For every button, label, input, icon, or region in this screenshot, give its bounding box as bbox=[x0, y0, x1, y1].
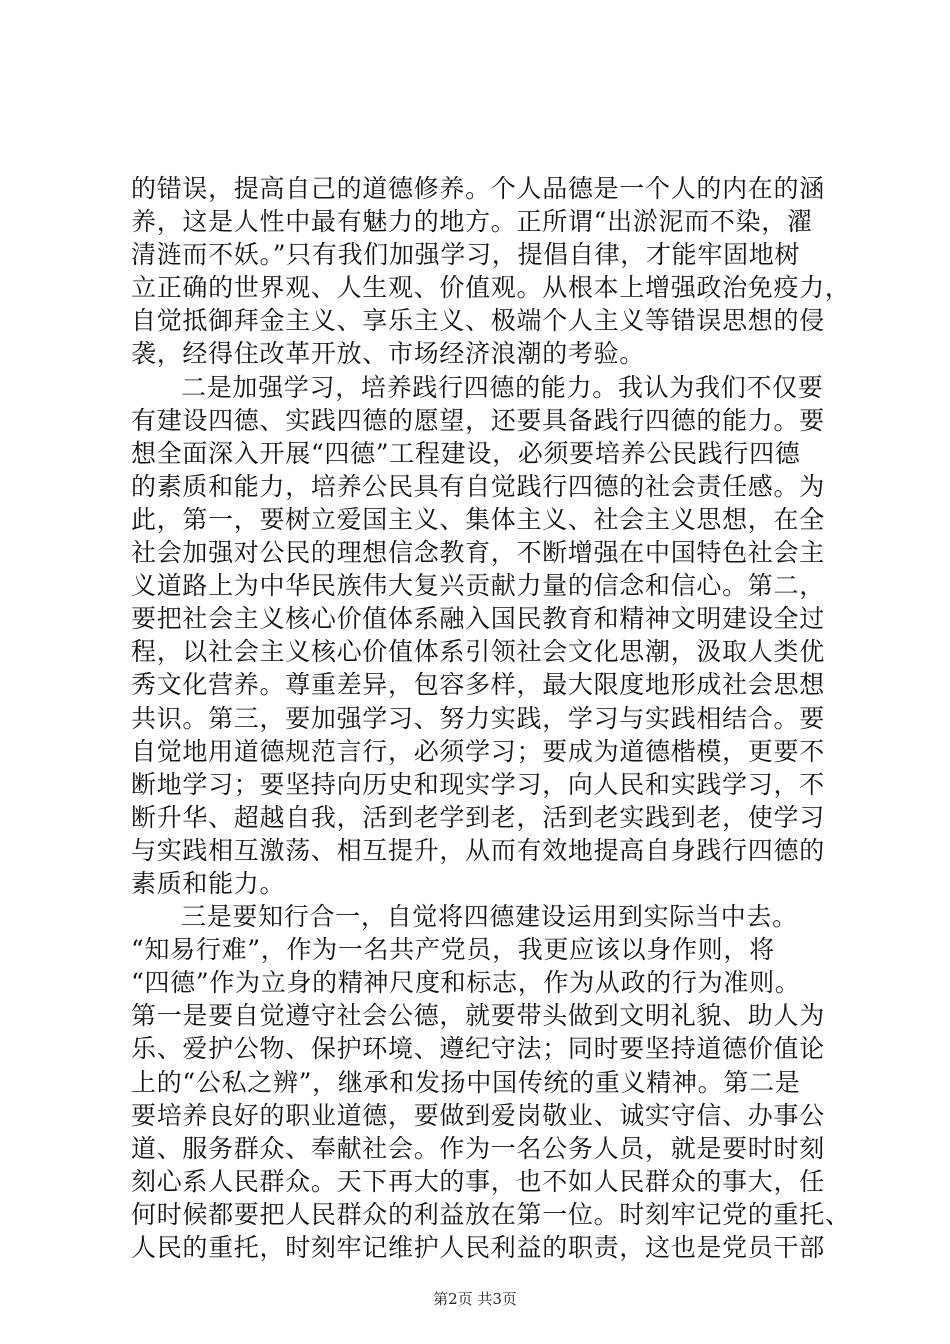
text-line: 自觉抵御拜金主义、享乐主义、极端个人主义等错误思想的侵 bbox=[131, 306, 825, 336]
body-text bbox=[131, 172, 851, 1264]
text-line: 义道路上为中华民族伟大复兴贡献力量的信念和信心。第二， bbox=[131, 571, 825, 601]
text-line: 秀文化营养。尊重差异，包容多样，最大限度地形成社会思想 bbox=[131, 670, 825, 700]
text-line: 上的“公私之辨”，继承和发扬中国传统的重义精神。第二是 bbox=[131, 1067, 801, 1097]
text-line: 有建设四德、实践四德的愿望，还要具备践行四德的能力。要 bbox=[131, 405, 825, 435]
text-line: 想全面深入开展“四德”工程建设，必须要培养公民践行四德 bbox=[131, 438, 801, 468]
text-line: 乐、爱护公物、保护环境、遵纪守法；同时要坚持道德价值论 bbox=[131, 1034, 825, 1064]
text-line: 断升华、超越自我，活到老学到老，活到老实践到老，使学习 bbox=[131, 802, 825, 832]
text-line: 要培养良好的职业道德，要做到爱岗敬业、诚实守信、办事公 bbox=[131, 1100, 825, 1130]
text-line: 断地学习；要坚持向历史和现实学习，向人民和实践学习，不 bbox=[131, 769, 825, 799]
text-line: 素质和能力。 bbox=[131, 868, 286, 898]
text-line: 刻心系人民群众。天下再大的事，也不如人民群众的事大，任 bbox=[131, 1166, 825, 1196]
text-line: 养，这是人性中最有魅力的地方。正所谓“出淤泥而不染，濯 bbox=[131, 207, 813, 237]
text-line: 共识。第三，要加强学习、努力实践，学习与实践相结合。要 bbox=[131, 703, 825, 733]
text-line: 人民的重托，时刻牢记维护人民利益的职责，这也是党员干部 bbox=[131, 1233, 825, 1262]
text-line: 的错误，提高自己的道德修养。个人品德是一个人的内在的涵 bbox=[131, 174, 825, 203]
text-line: 要把社会主义核心价值体系融入国民教育和精神文明建设全过 bbox=[131, 604, 825, 634]
text-line: 第一是要自觉遵守社会公德，就要带头做到文明礼貌、助人为 bbox=[131, 1001, 825, 1031]
text-line: 袭，经得住改革开放、市场经济浪潮的考验。 bbox=[131, 339, 646, 369]
text-line: 清涟而不妖。”只有我们加强学习，提倡自律，才能牢固地树 bbox=[131, 240, 801, 270]
text-line: 何时候都要把人民群众的利益放在第一位。时刻牢记党的重托、 bbox=[131, 1199, 851, 1229]
text-line: “知易行难”，作为一名共产党员，我更应该以身作则，将 bbox=[131, 935, 775, 965]
paragraph-start-line: 二是加强学习，培养践行四德的能力。我认为我们不仅要 bbox=[181, 372, 824, 402]
text-line: 社会加强对公民的理想信念教育，不断增强在中国特色社会主 bbox=[131, 538, 825, 568]
text-line: 程，以社会主义核心价值体系引领社会文化思潮，汲取人类优 bbox=[131, 637, 825, 667]
text-line: 与实践相互激荡、相互提升，从而有效地提高自身践行四德的 bbox=[131, 835, 825, 865]
text-line: 立正确的世界观、人生观、价值观。从根本上增强政治免疫力， bbox=[131, 273, 851, 303]
page-number-footer: 第2页 共3页 bbox=[433, 1290, 517, 1308]
text-line: 自觉地用道德规范言行，必须学习；要成为道德楷模，更要不 bbox=[131, 736, 825, 766]
paragraph-start-line: 三是要知行合一，自觉将四德建设运用到实际当中去。 bbox=[181, 902, 798, 932]
text-line: “四德”作为立身的精神尺度和标志，作为从政的行为准则。 bbox=[131, 968, 801, 998]
text-line: 的素质和能力，培养公民具有自觉践行四德的社会责任感。为 bbox=[131, 471, 825, 501]
text-line: 此，第一，要树立爱国主义、集体主义、社会主义思想，在全 bbox=[131, 504, 825, 534]
text-line: 道、服务群众、奉献社会。作为一名公务人员，就是要时时刻 bbox=[131, 1133, 825, 1163]
